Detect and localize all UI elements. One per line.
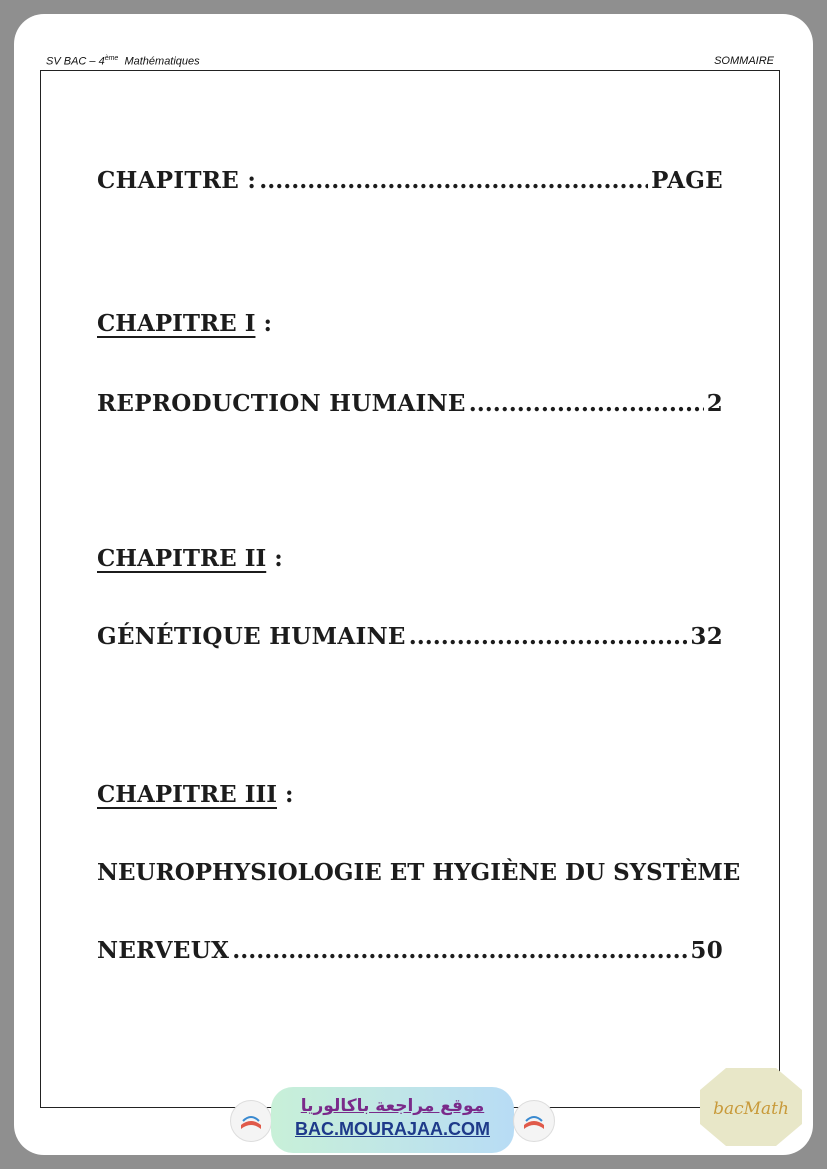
chapter-3-colon: :	[276, 781, 294, 808]
toc-header-right: PAGE	[651, 167, 723, 194]
banner-arabic-text[interactable]: موقع مراجعة باكالوريا	[300, 1096, 485, 1116]
book-logo-icon	[230, 1100, 272, 1142]
chapter-3-heading	[97, 781, 293, 808]
dot-leader	[469, 390, 704, 417]
chapter-3-label: CHAPITRE III	[97, 781, 277, 808]
chapter-2-colon: :	[266, 545, 283, 572]
banner-url-link[interactable]: BAC.MOURAJAA.COM	[295, 1119, 490, 1139]
bacmath-logo	[698, 1066, 804, 1148]
chapter-1-page: 2	[706, 390, 723, 417]
book-logo-icon	[513, 1100, 555, 1142]
chapter-1-heading	[97, 310, 272, 337]
header-left	[46, 55, 200, 68]
chapter-1-colon: :	[255, 310, 272, 337]
chapter-2-title: GÉNÉTIQUE HUMAINE	[97, 623, 406, 650]
chapter-2-page: 32	[690, 623, 723, 650]
logo-text: bacMath	[713, 1099, 789, 1119]
chapter-3-page: 50	[690, 937, 723, 964]
chapter-1-label: CHAPITRE I	[97, 310, 256, 337]
header-subject: Mathématiques	[124, 55, 200, 68]
header-title: SV BAC – 4	[46, 55, 105, 68]
chapter-3-title-line1[interactable]: NEUROPHYSIOLOGIE ET HYGIÈNE DU SYSTÈME	[97, 859, 741, 886]
chapter-3-title-line2: NERVEUX	[97, 937, 230, 964]
dot-leader	[232, 937, 687, 964]
chapter-2-entry[interactable]	[97, 623, 723, 650]
toc-header	[97, 167, 723, 194]
site-banner[interactable]	[271, 1087, 514, 1153]
chapter-3-entry[interactable]	[97, 937, 723, 964]
dot-leader	[409, 623, 688, 650]
chapter-2-heading	[97, 545, 283, 572]
header-sup: ème	[104, 55, 119, 62]
toc-header-left: CHAPITRE :	[97, 167, 257, 194]
chapter-2-label: CHAPITRE II	[97, 545, 267, 572]
dot-leader	[259, 167, 648, 194]
chapter-1-entry[interactable]	[97, 390, 723, 417]
chapter-1-title: REPRODUCTION HUMAINE	[97, 390, 466, 417]
header-right: SOMMAIRE	[714, 55, 774, 67]
